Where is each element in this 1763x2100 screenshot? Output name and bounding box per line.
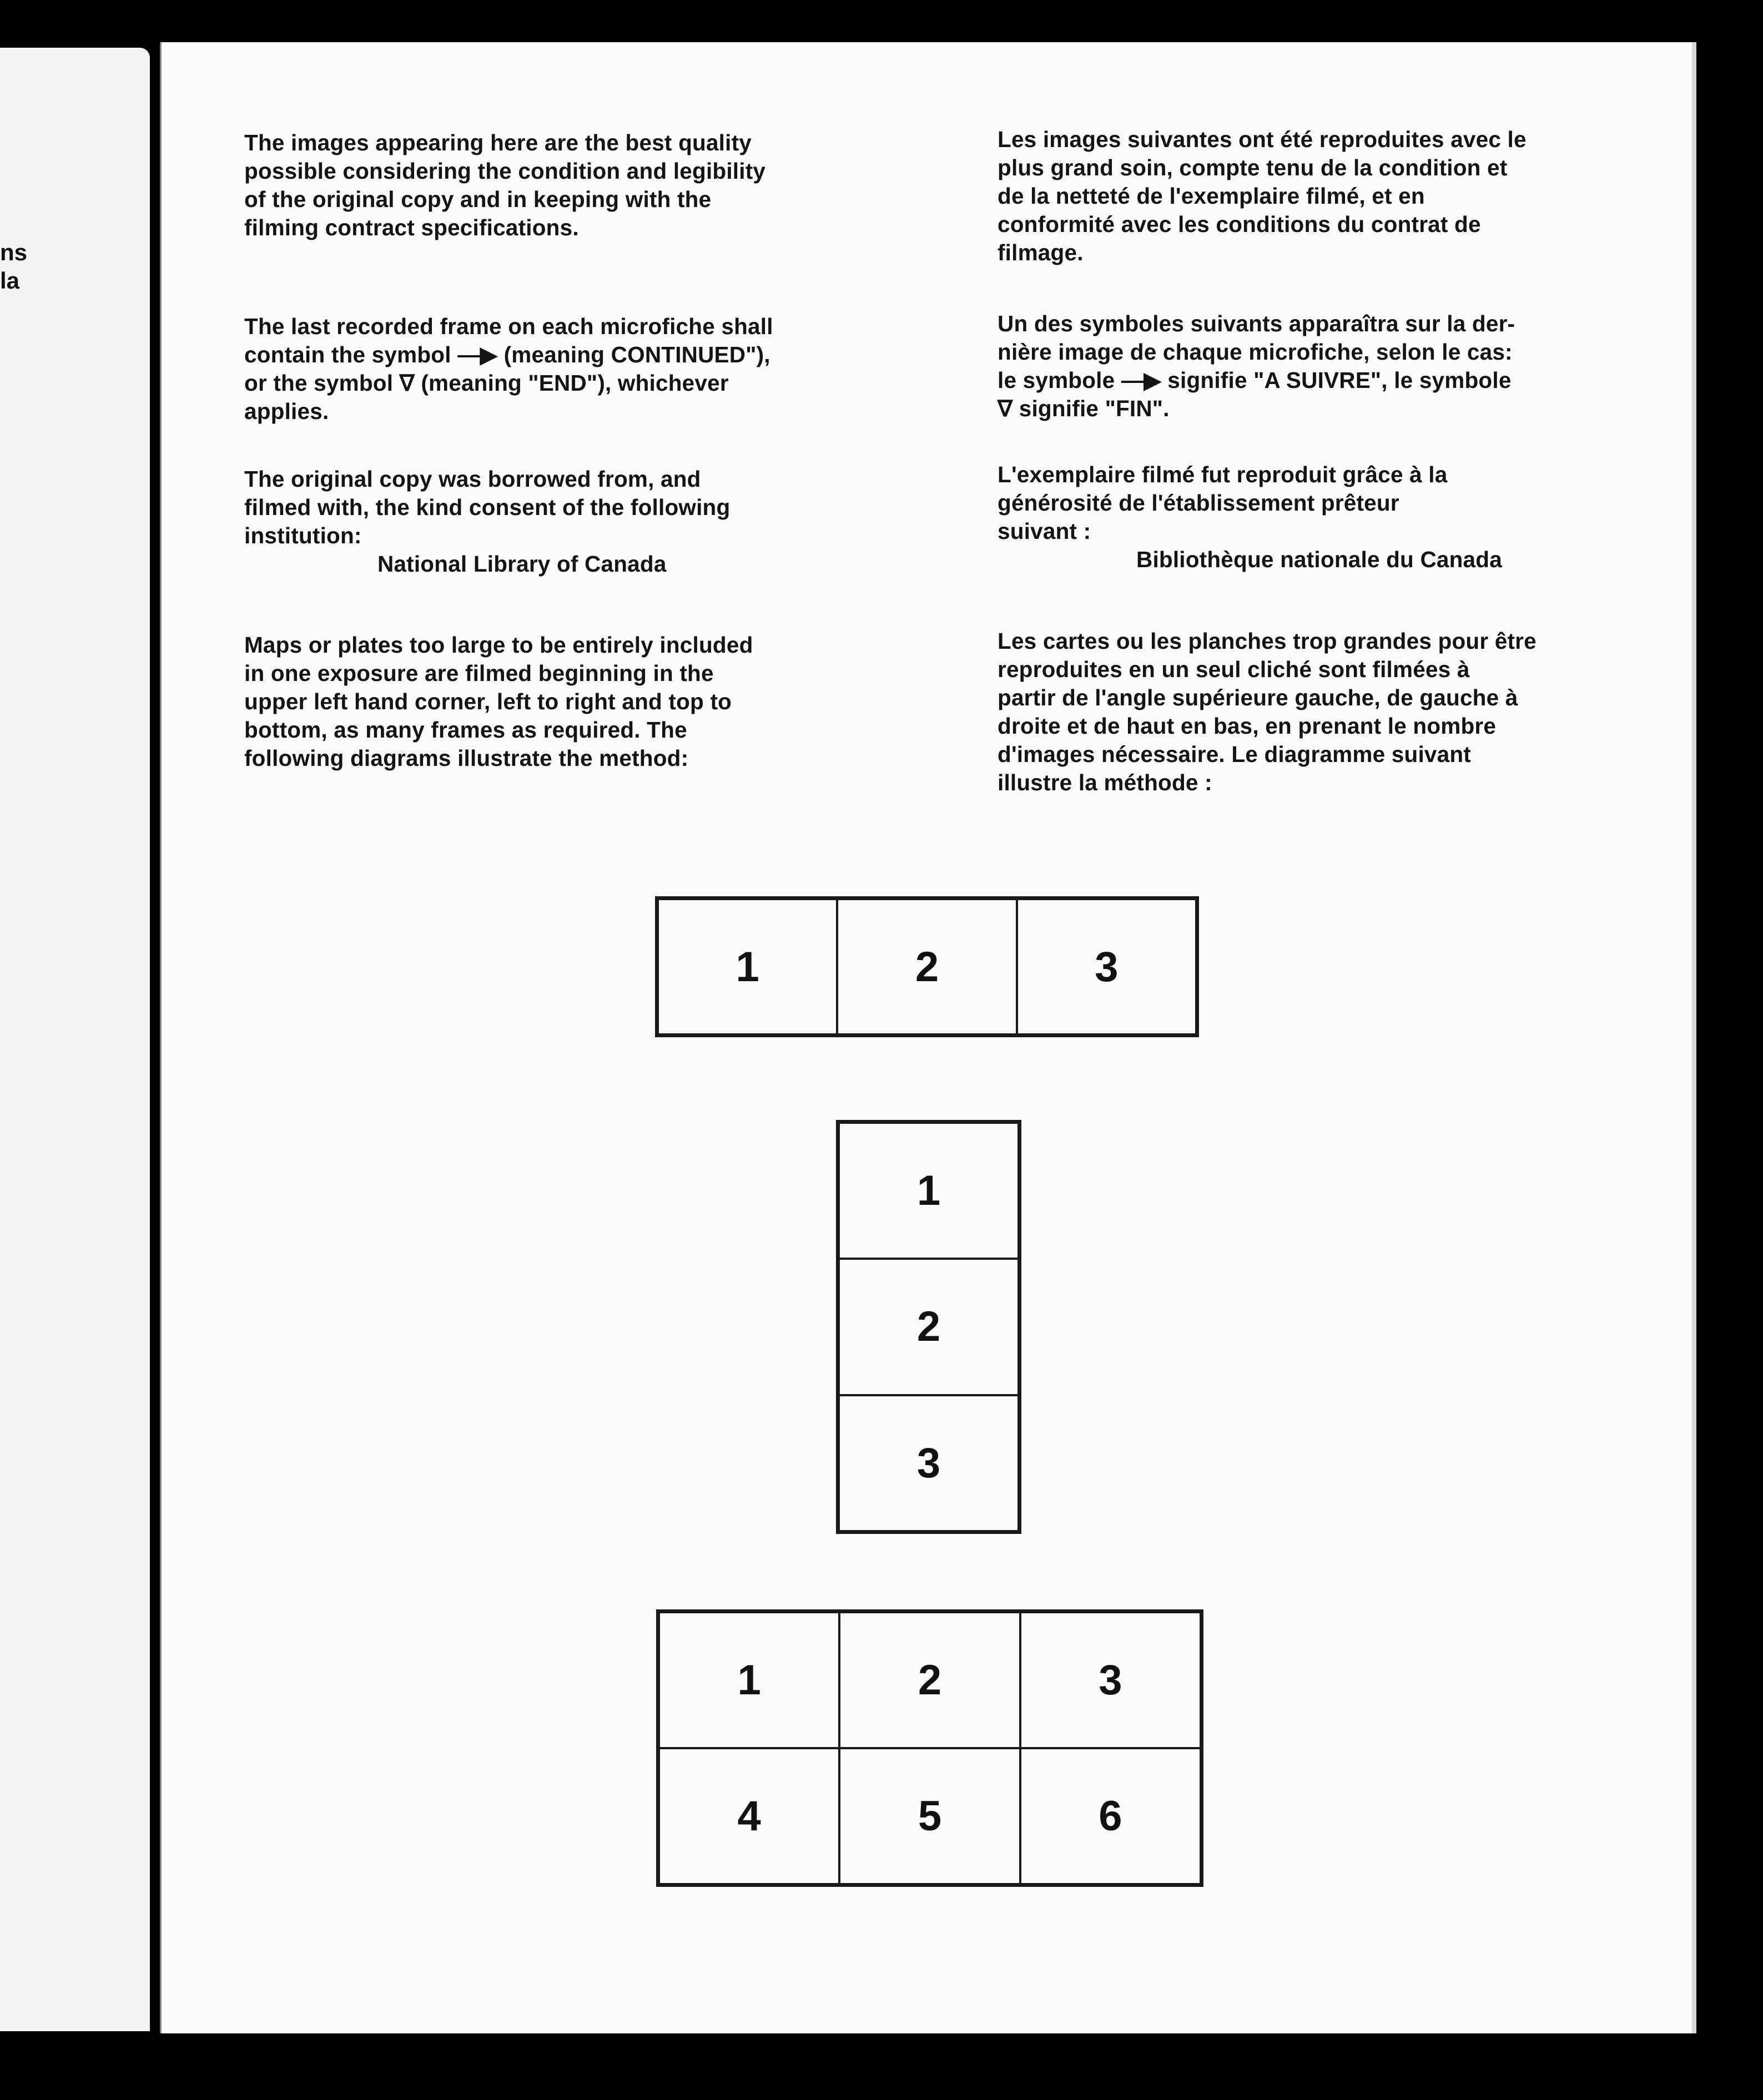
frame-cell: 3 [1020, 1612, 1201, 1748]
page-edge-strip [1692, 42, 1696, 2033]
french-paragraph-institution: L'exemplaire filmé fut reproduit grâce à la générosité de l'établissement prêteur suivant : Bibliothèque nationale du Canada [998, 461, 1619, 574]
english-paragraph-maps: Maps or plates too large to be entirely included in one exposure are filmed beginning in the upper left hand corner, left to right and top to bottom, as many frames as required. The following diagrams illustrate the method: [244, 632, 753, 771]
frame-cell: 1 [659, 1612, 839, 1748]
frame-cell: 1 [839, 1123, 1019, 1259]
institution-name-en: National Library of Canada [377, 551, 667, 577]
frame-cell: 1 [658, 899, 837, 1034]
institution-name-fr: Bibliothèque nationale du Canada [1136, 547, 1502, 572]
diagram-vertical-frames [836, 1120, 1021, 1534]
french-paragraph-maps: Les cartes ou les planches trop grandes pour être reproduites en un seul cliché sont filmées à partir de l'angle supérieure gauche, de gauche à droite et de haut en bas, en prenant le nombre d'images nécessaire. Le diagramme suivant illustre la méthode : [998, 628, 1537, 795]
frame-cell: 3 [839, 1395, 1019, 1531]
french-paragraph-quality: Les images suivantes ont été reproduites avec le plus grand soin, compte tenu de la condition et de la netteté de l'exemplaire filmé, et en conformité avec les conditions du contrat de filmage. [998, 127, 1527, 265]
english-paragraph-symbols: The last recorded frame on each microfiche shall contain the symbol —▶ (meaning CONTINUED"), or the symbol ∇ (meaning "END"), whichever applies. [244, 314, 773, 424]
frame-cell: 6 [1020, 1748, 1201, 1884]
frame-cell: 5 [839, 1748, 1020, 1884]
frame-cell: 2 [839, 1612, 1020, 1748]
frame-cell: 2 [837, 899, 1016, 1034]
left-page-fragment: la [0, 267, 20, 294]
diagram-grid-frames [656, 1609, 1203, 1887]
frame-cell: 4 [659, 1748, 839, 1884]
english-paragraph-institution: The original copy was borrowed from, and filmed with, the kind consent of the following institution: National Library of Canada [244, 465, 855, 578]
english-paragraph-quality: The images appearing here are the best quality possible considering the condition and legibility of the original copy and in keeping with the filming contract specifications. [244, 130, 766, 240]
french-paragraph-symbols: Un des symboles suivants apparaîtra sur la der- nière image de chaque microfiche, selon le cas: le symbole —▶ signifie "A SUIVRE", le symbole ∇ signifie "FIN". [998, 311, 1515, 421]
previous-page-edge [0, 48, 150, 2031]
frame-cell: 2 [839, 1259, 1019, 1395]
diagram-horizontal-frames [655, 896, 1199, 1037]
left-page-fragment: ns [0, 239, 28, 265]
frame-cell: 3 [1017, 899, 1196, 1034]
